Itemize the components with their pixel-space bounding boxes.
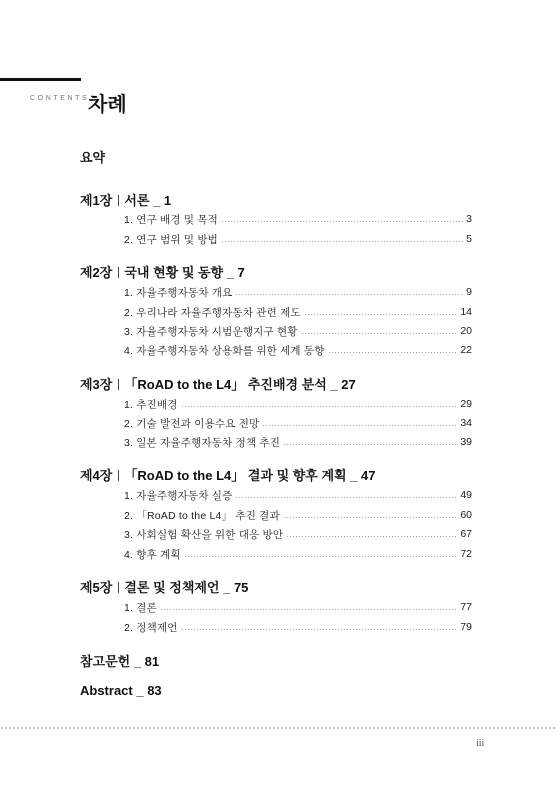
dot-leader	[286, 536, 457, 537]
toc-item-label: 1. 추진배경	[124, 398, 178, 411]
toc-item-label: 1. 연구 배경 및 목적	[124, 213, 219, 226]
toc-item-label: 2. 연구 범위 및 방법	[124, 233, 219, 246]
toc-item-page: 5	[466, 233, 472, 245]
chapter-separator	[118, 582, 119, 593]
toc-item[interactable]	[124, 304, 472, 320]
chapter-separator	[118, 195, 119, 206]
toc-item-page: 79	[460, 621, 472, 633]
chapter-title: 국내 현황 및 동향 _ 7	[124, 265, 245, 280]
toc-item-page: 72	[460, 548, 472, 560]
chapter-title: 「RoAD to the L4」 결과 및 향후 계획 _ 47	[124, 468, 376, 483]
toc-chapter-1[interactable]	[80, 190, 171, 209]
toc-item-label: 3. 자율주행자동차 시범운행지구 현황	[124, 325, 298, 338]
toc-item[interactable]	[124, 619, 472, 635]
toc-item-page: 20	[460, 325, 472, 337]
toc-item[interactable]	[124, 599, 472, 615]
toc-chapter-4[interactable]	[80, 465, 376, 484]
dot-leader	[262, 425, 457, 426]
toc-item[interactable]	[124, 415, 472, 431]
toc-item[interactable]	[124, 284, 472, 300]
toc-item-label: 2. 정책제언	[124, 621, 178, 634]
chapter-title: 「RoAD to the L4」 추진배경 분석 _ 27	[124, 377, 356, 392]
toc-item-label: 2. 「RoAD to the L4」 추진 결과	[124, 509, 280, 522]
toc-item-label: 2. 기술 발전과 이용수요 전망	[124, 417, 260, 430]
toc-item-page: 14	[460, 306, 472, 318]
toc-abstract[interactable]: Abstract _ 83	[80, 683, 162, 698]
toc-chapter-3[interactable]	[80, 374, 356, 393]
page-number: iii	[476, 738, 485, 749]
toc-chapter-5[interactable]	[80, 577, 248, 596]
toc-item[interactable]	[124, 211, 472, 227]
toc-item-page: 3	[466, 213, 472, 225]
dot-leader	[221, 241, 463, 242]
toc-references[interactable]: 참고문헌 _ 81	[80, 654, 160, 669]
toc-item[interactable]	[124, 487, 472, 503]
dot-leader	[328, 352, 458, 353]
toc-item-label: 4. 자율주행자동차 상용화를 위한 세계 동향	[124, 344, 325, 357]
dot-leader	[181, 629, 458, 630]
toc-item[interactable]	[124, 231, 472, 247]
dot-leader	[184, 556, 458, 557]
toc-chapter-2[interactable]	[80, 262, 245, 281]
chapter-separator	[118, 470, 119, 481]
toc-item-label: 1. 자율주행자동차 실증	[124, 489, 233, 502]
toc-item[interactable]	[124, 434, 472, 450]
toc-item-page: 29	[460, 398, 472, 410]
toc-item-page: 60	[460, 509, 472, 521]
toc-summary[interactable]: 요약	[80, 150, 106, 165]
toc-item[interactable]	[124, 396, 472, 412]
dot-leader	[304, 314, 458, 315]
toc-item-page: 67	[460, 528, 472, 540]
toc-item-page: 9	[466, 286, 472, 298]
toc-item[interactable]	[124, 546, 472, 562]
footer-dotted-rule	[0, 727, 555, 729]
toc-item[interactable]	[124, 507, 472, 523]
toc-item[interactable]	[124, 342, 472, 358]
chapter-number: 제5장	[80, 580, 113, 595]
dot-leader	[235, 294, 463, 295]
dot-leader	[283, 444, 457, 445]
toc-item-label: 1. 결론	[124, 601, 157, 614]
dot-leader	[181, 406, 458, 407]
chapter-number: 제1장	[80, 193, 113, 208]
top-rule	[0, 78, 81, 81]
contents-label: CONTENTS	[30, 95, 90, 102]
toc-item-label: 4. 향후 계획	[124, 548, 181, 561]
chapter-number: 제4장	[80, 468, 113, 483]
chapter-title: 서론 _ 1	[124, 193, 172, 208]
toc-item-page: 49	[460, 489, 472, 501]
chapter-number: 제3장	[80, 377, 113, 392]
dot-leader	[283, 517, 457, 518]
chapter-number: 제2장	[80, 265, 113, 280]
chapter-title: 결론 및 정책제언 _ 75	[124, 580, 249, 595]
dot-leader	[235, 497, 457, 498]
toc-item-label: 2. 우리나라 자율주행자동차 관련 제도	[124, 306, 301, 319]
toc-item-label: 3. 사회실험 확산을 위한 대응 방안	[124, 528, 284, 541]
toc-item-label: 3. 일본 자율주행자동차 정책 추진	[124, 436, 281, 449]
chapter-separator	[118, 267, 119, 278]
toc-item-page: 77	[460, 601, 472, 613]
chapter-separator	[118, 379, 119, 390]
dot-leader	[221, 221, 463, 222]
toc-item-page: 34	[460, 417, 472, 429]
toc-item-label: 1. 자율주행자동차 개요	[124, 286, 233, 299]
toc-item-page: 22	[460, 344, 472, 356]
toc-item-page: 39	[460, 436, 472, 448]
toc-item[interactable]	[124, 526, 472, 542]
toc-item[interactable]	[124, 323, 472, 339]
page-title: 차례	[88, 94, 127, 116]
dot-leader	[160, 609, 457, 610]
dot-leader	[301, 333, 458, 334]
